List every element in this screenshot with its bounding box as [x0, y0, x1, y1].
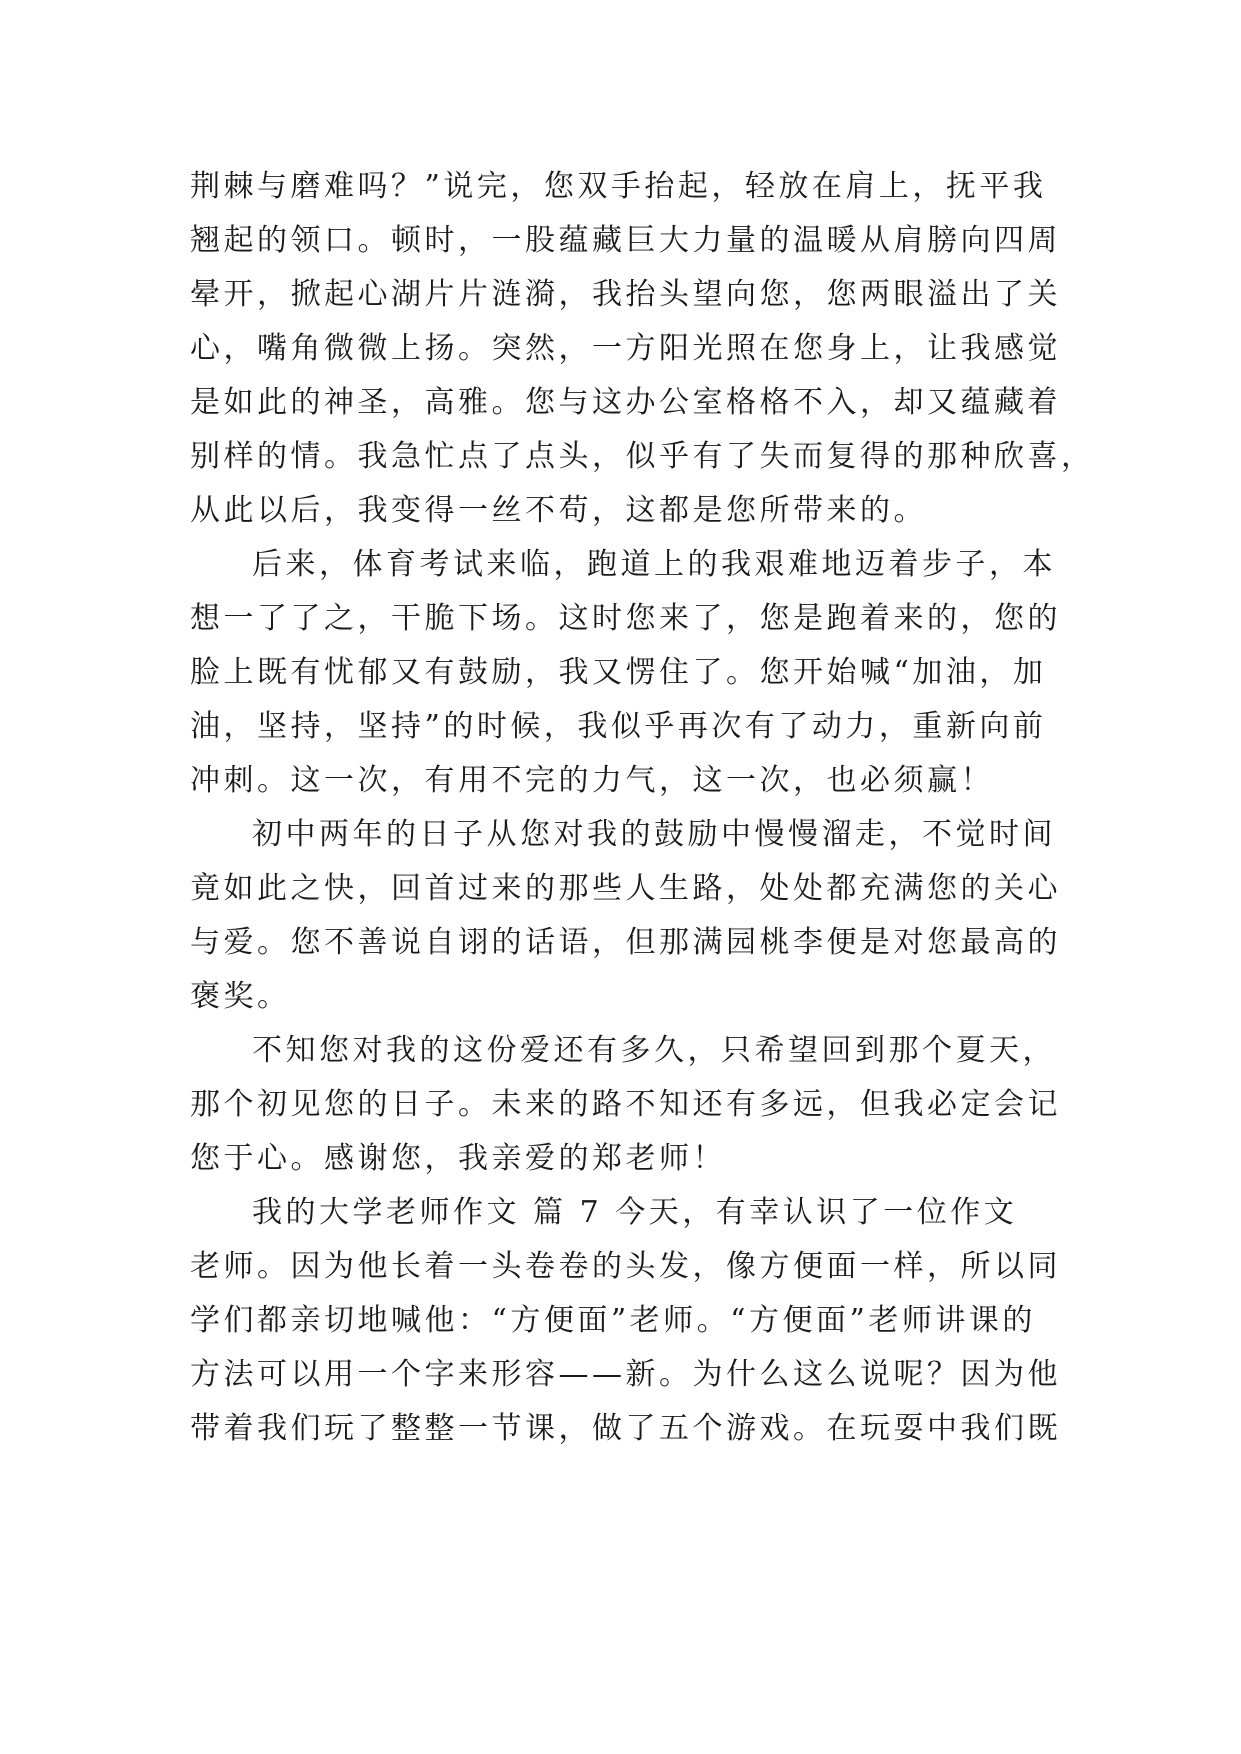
- text-line: 是如此的神圣，高雅。您与这办公室格格不入，却又蕴藏着: [190, 385, 1061, 420]
- paragraph-1: [190, 160, 1095, 538]
- text-line: 您于心。感谢您，我亲爱的郑老师！: [190, 1141, 726, 1176]
- paragraph-3: [190, 808, 1060, 1024]
- text-line: 冲刺。这一次，有用不完的力气，这一次，也必须赢！: [190, 763, 994, 798]
- paragraph-5: [190, 1186, 1060, 1456]
- paragraph-4: [190, 1024, 1060, 1186]
- text-line: 不知您对我的这份爱还有多久，只希望回到那个夏天，: [252, 1033, 1056, 1068]
- paragraph-2: [190, 538, 1060, 808]
- text-line: 老师。因为他长着一头卷卷的头发，像方便面一样，所以同: [190, 1249, 1061, 1284]
- text-line: 从此以后，我变得一丝不苟，这都是您所带来的。: [190, 493, 927, 528]
- text-line: 想一了了之，干脆下场。这时您来了，您是跑着来的，您的: [190, 601, 1061, 636]
- text-line: 与爱。您不善说自诩的话语，但那满园桃李便是对您最高的: [190, 925, 1061, 960]
- text-line: 褒奖。: [190, 979, 291, 1014]
- text-line: 方法可以用一个字来形容——新。为什么这么说呢？因为他: [190, 1357, 1061, 1392]
- text-line: 荆棘与磨难吗？”说完，您双手抬起，轻放在肩上，抚平我: [190, 169, 1047, 204]
- text-line: 晕开，掀起心湖片片涟漪，我抬头望向您，您两眼溢出了关: [190, 277, 1061, 312]
- text-line: 学们都亲切地喊他：“方便面”老师。“方便面”老师讲课的: [190, 1303, 1036, 1338]
- text-line: 竟如此之快，回首过来的那些人生路，处处都充满您的关心: [190, 871, 1061, 906]
- text-line: 带着我们玩了整整一节课，做了五个游戏。在玩耍中我们既: [190, 1411, 1061, 1446]
- text-line: 那个初见您的日子。未来的路不知还有多远，但我必定会记: [190, 1087, 1061, 1122]
- text-line: 初中两年的日子从您对我的鼓励中慢慢溜走，不觉时间: [252, 817, 1056, 852]
- text-line: 别样的情。我急忙点了点头，似乎有了失而复得的那种欣喜，: [190, 439, 1095, 474]
- text-line: 脸上既有忧郁又有鼓励，我又愣住了。您开始喊“加油，加: [190, 655, 1047, 690]
- text-line: 后来，体育考试来临，跑道上的我艰难地迈着步子，本: [252, 547, 1056, 582]
- text-line: 油，坚持，坚持”的时候，我似乎再次有了动力，重新向前: [190, 709, 1047, 744]
- text-line: 我的大学老师作文 篇 7 今天，有幸认识了一位作文: [252, 1195, 1018, 1230]
- text-line: 翘起的领口。顿时，一股蕴藏巨大力量的温暖从肩膀向四周: [190, 223, 1061, 258]
- document-body: [190, 160, 1095, 1456]
- text-line: 心，嘴角微微上扬。突然，一方阳光照在您身上，让我感觉: [190, 331, 1061, 366]
